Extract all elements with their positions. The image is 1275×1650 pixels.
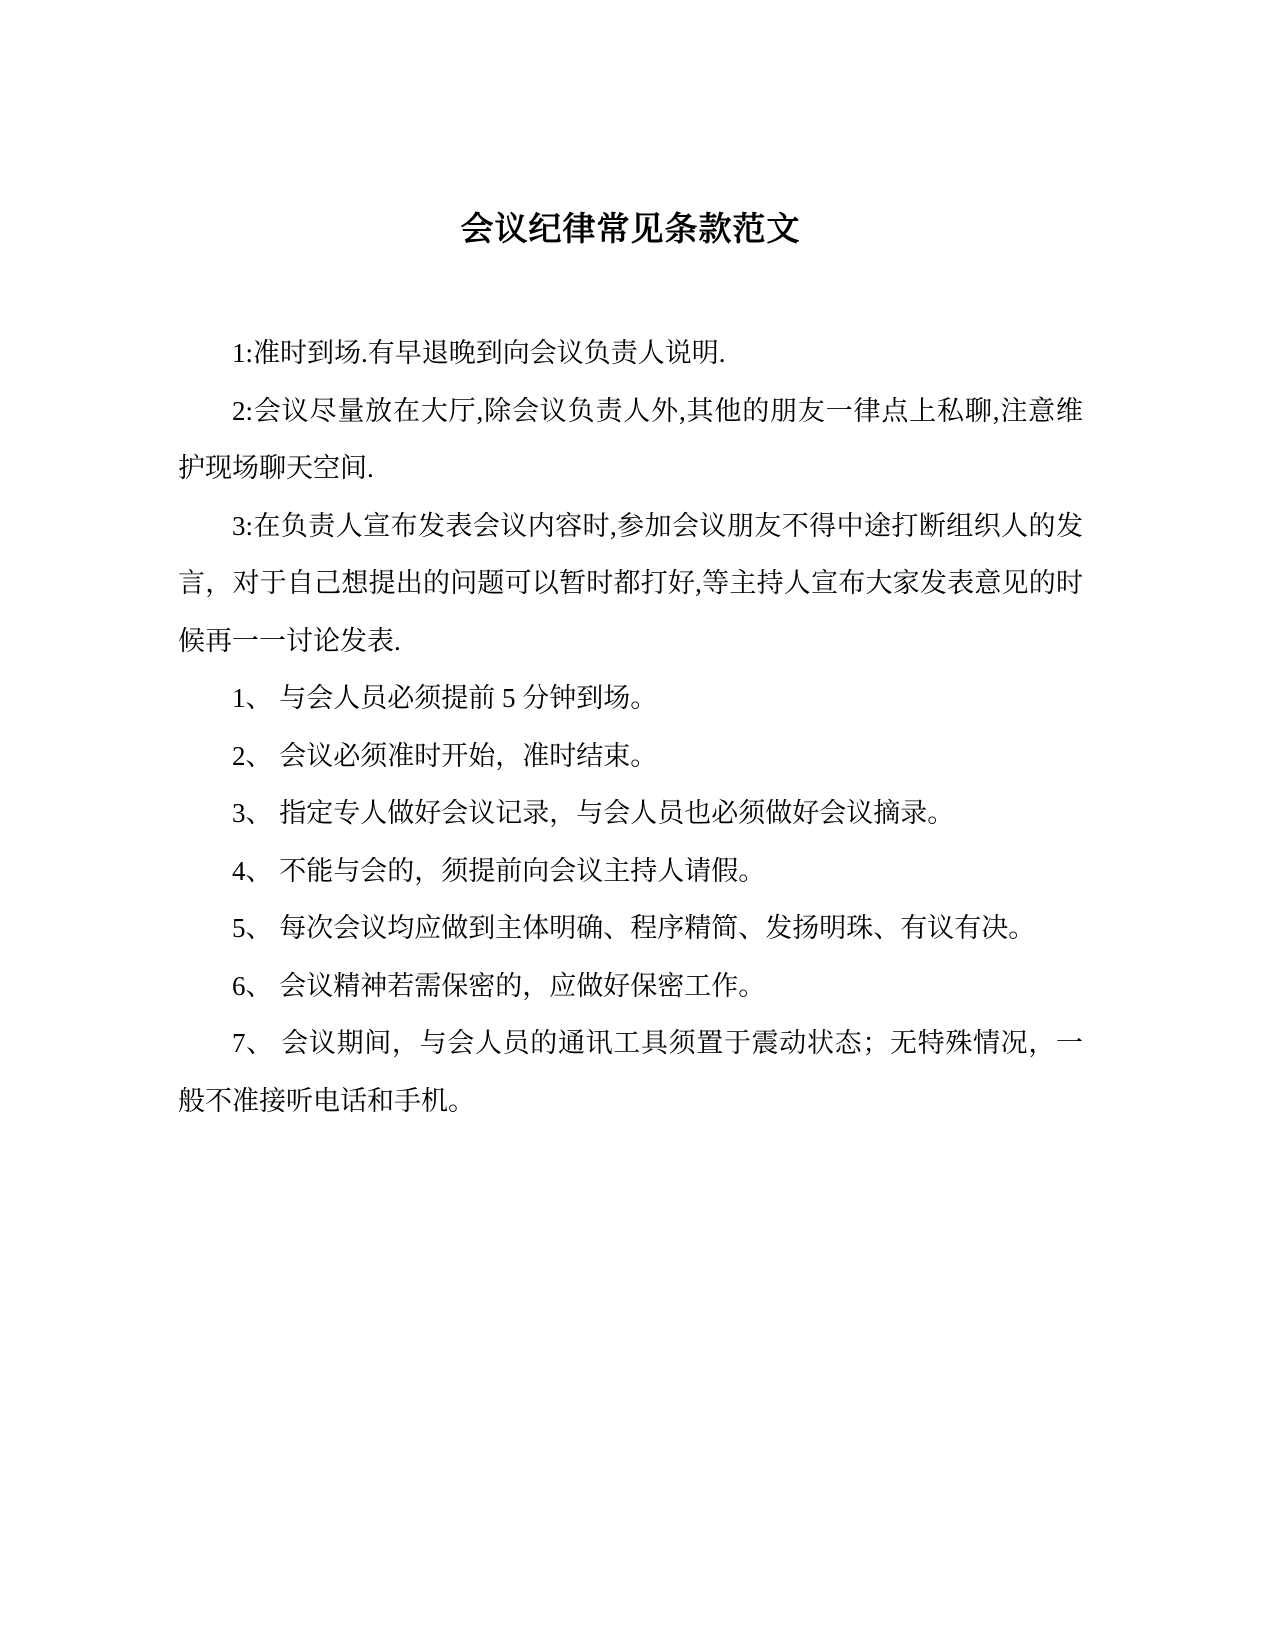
- paragraph-item-5: 5、 每次会议均应做到主体明确、程序精简、发扬明珠、有议有决。: [232, 913, 1036, 943]
- paragraph-rule-1: 1:准时到场.有早退晚到向会议负责人说明.: [232, 338, 726, 368]
- paragraph-item-6: 6、 会议精神若需保密的，应做好保密工作。: [232, 970, 766, 1001]
- paragraph-rule-3: 3:在负责人宣布发表会议内容时,参加会议朋友不得中途打断组织人的发言，对于自己想提出的问题可以暂时都打好,等主持人宣布大家发表意见的时候再一一讨论发表.: [178, 510, 1083, 656]
- document-title: 会议纪律常见条款范文: [460, 210, 801, 247]
- paragraph-item-7: 7、 会议期间，与会人员的通讯工具须置于震动状态；无特殊情况，一般不准接听电话和手机。: [178, 1028, 1083, 1116]
- paragraph-item-1: 1、 与会人员必须提前 5 分钟到场。: [232, 683, 658, 713]
- paragraph-item-3: 3、 指定专人做好会议记录，与会人员也必须做好会议摘录。: [232, 798, 955, 828]
- paragraph-item-4: 4、 不能与会的，须提前向会议主持人请假。: [232, 855, 766, 886]
- paragraph-rule-2: 2:会议尽量放在大厅,除会议负责人外,其他的朋友一律点上私聊,注意维护现场聊天空间.: [178, 395, 1083, 483]
- document-body: [178, 325, 1083, 1130]
- paragraph-item-2: 2、 会议必须准时开始，准时结束。: [232, 740, 658, 771]
- document-content: [178, 0, 1083, 1130]
